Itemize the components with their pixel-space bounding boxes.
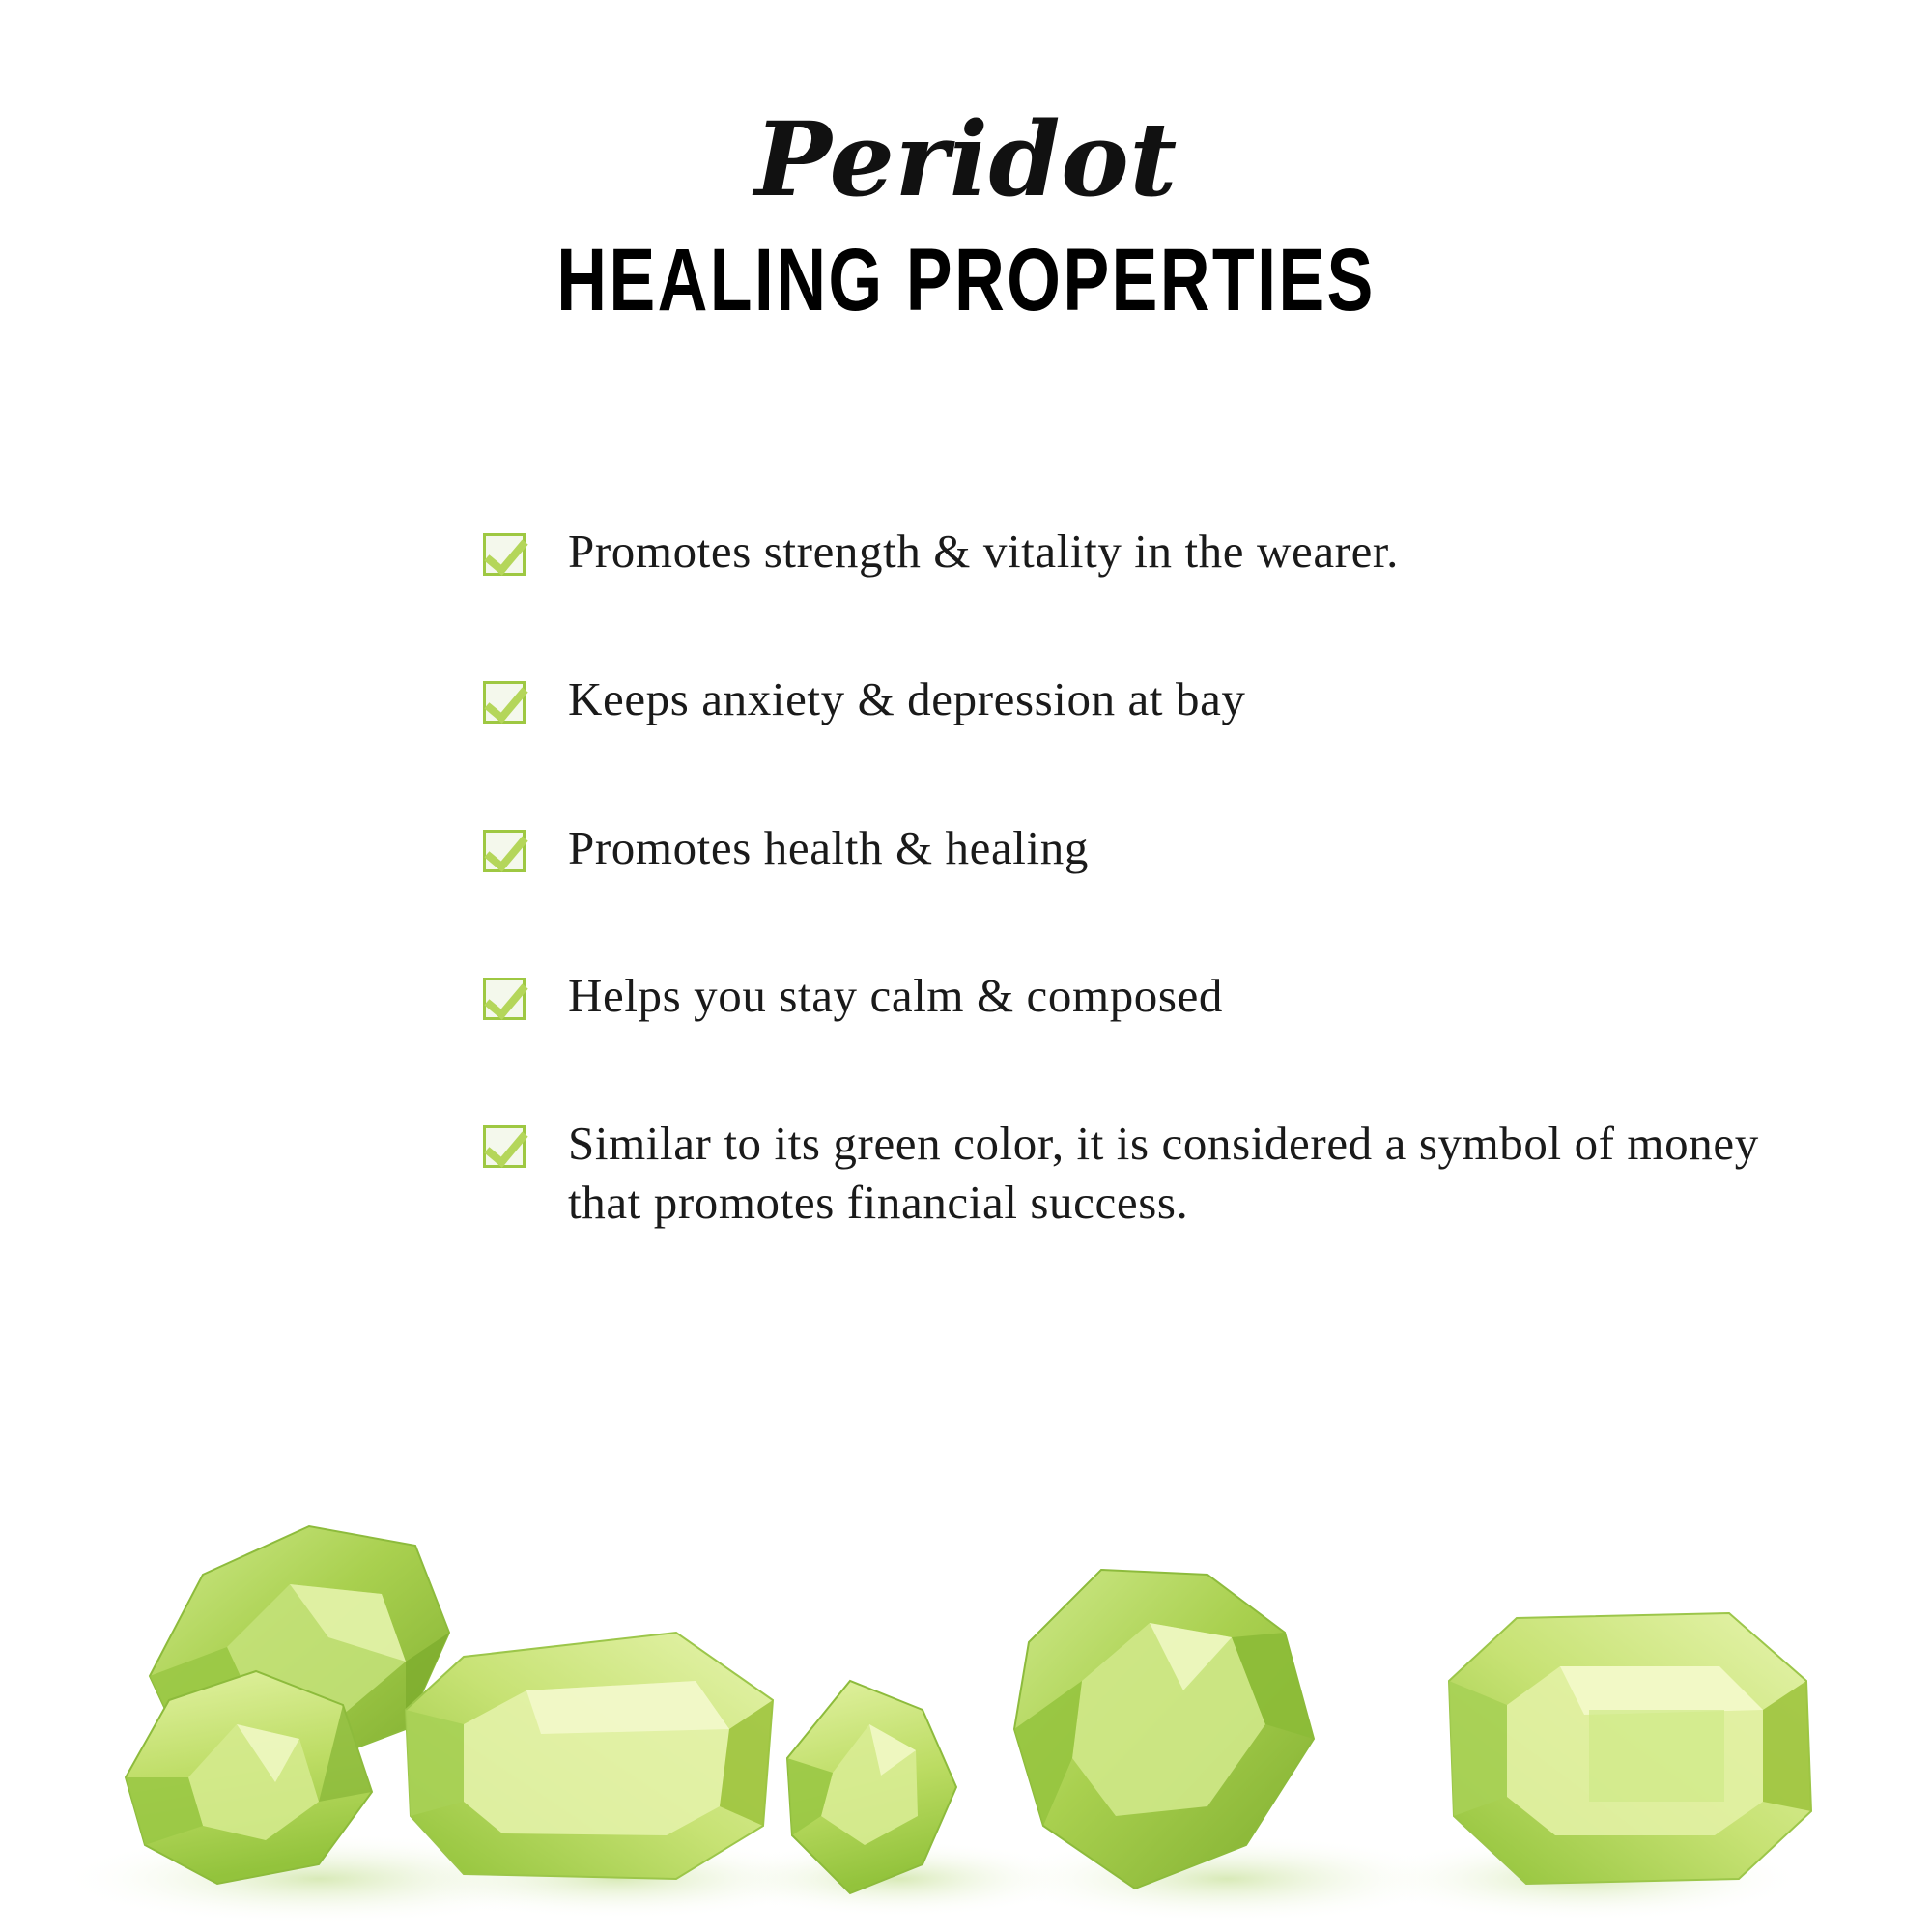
checkbox-checked-icon xyxy=(483,830,526,872)
checkbox-checked-icon xyxy=(483,978,526,1020)
list-item-label: Promotes strength & vitality in the wearer. xyxy=(568,525,1399,578)
peridot-gemstones-image xyxy=(0,1391,1932,1932)
healing-properties-list xyxy=(483,522,1797,1233)
list-item xyxy=(483,966,1797,1025)
emerald-cut-gem xyxy=(406,1633,773,1879)
list-item xyxy=(483,522,1797,581)
list-item-label: Promotes health & healing xyxy=(568,820,1089,874)
list-item xyxy=(483,669,1797,728)
list-item xyxy=(483,1114,1797,1233)
gemstones-illustration xyxy=(0,1391,1932,1932)
square-cut-gem xyxy=(1449,1613,1811,1884)
list-item-label: Keeps anxiety & depression at bay xyxy=(568,672,1246,726)
page-title-main: HEALING PROPERTIES xyxy=(556,231,1376,329)
checkbox-checked-icon xyxy=(483,533,526,576)
checkbox-checked-icon xyxy=(483,1125,526,1168)
header xyxy=(0,0,1932,329)
list-item-label: Similar to its green color, it is considered a symbol of money that promotes financial success. xyxy=(568,1117,1759,1230)
checkbox-checked-icon xyxy=(483,681,526,724)
list-item-label: Helps you stay calm & composed xyxy=(568,968,1224,1022)
page-title-script: Peridot xyxy=(754,99,1178,219)
list-item xyxy=(483,818,1797,877)
